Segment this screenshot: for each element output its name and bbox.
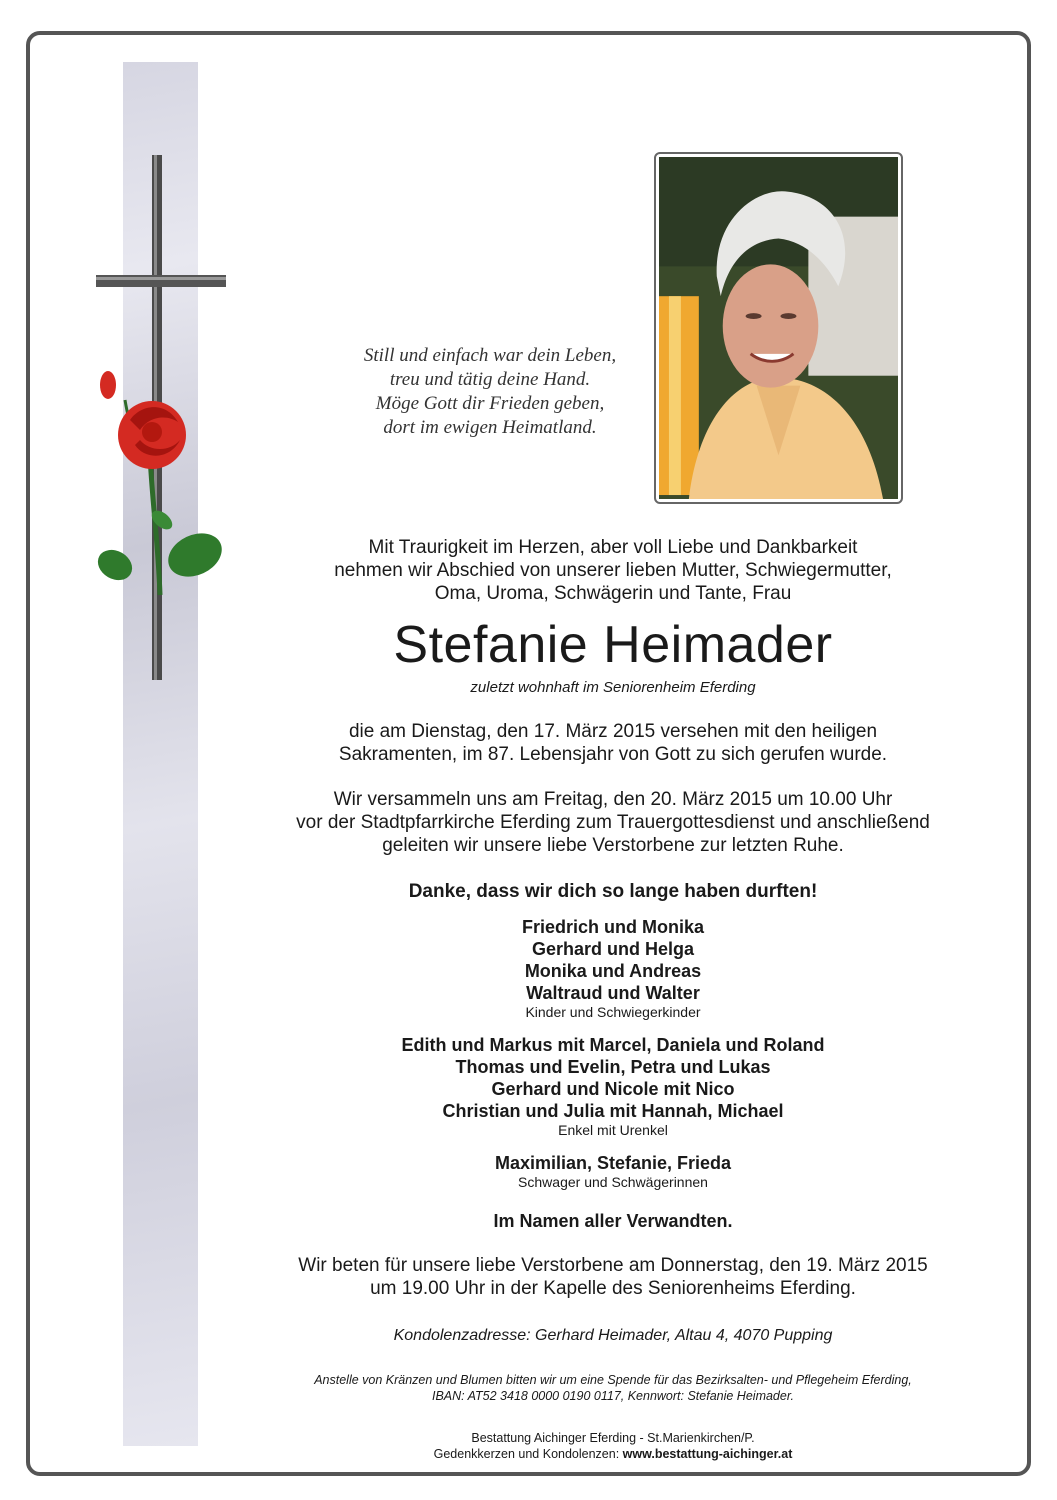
- poem-line: Möge Gott dir Frieden geben,: [375, 393, 605, 414]
- footer-web-line: [240, 1446, 986, 1462]
- siblings-in-law-group: [240, 1152, 986, 1191]
- portrait-photo: [654, 152, 903, 504]
- death-notice-line: Sakramenten, im 87. Lebensjahr von Gott zu sich gerufen wurde.: [338, 744, 888, 765]
- grandchildren-group: [240, 1034, 986, 1139]
- death-notice: [240, 720, 986, 766]
- deceased-name: [240, 615, 986, 675]
- relatives: [240, 1210, 986, 1232]
- donation-line: Anstelle von Kränzen und Blumen bitten wir um eine Spende für das Bezirksalten- und Pflegeheim Eferding,: [314, 1373, 912, 1387]
- condolence-address-text: Kondolenzadresse: Gerhard Heimader, Altau 4, 4070 Pupping: [393, 1327, 833, 1344]
- poem: [300, 344, 680, 440]
- website-link[interactable]: www.bestattung-aichinger.at: [622, 1447, 793, 1461]
- group-caption: Enkel mit Urenkel: [558, 1122, 668, 1138]
- funeral-home: Bestattung Aichinger Eferding - St.Marienkirchen/P.: [471, 1431, 755, 1445]
- mourner-name: Thomas und Evelin, Petra und Lukas: [455, 1057, 771, 1077]
- children-group: [240, 916, 986, 1021]
- mourner-name: Gerhard und Nicole mit Nico: [491, 1079, 735, 1099]
- mourner-name: Maximilian, Stefanie, Frieda: [494, 1153, 732, 1173]
- mourner-name: Christian und Julia mit Hannah, Michael: [442, 1101, 784, 1121]
- funeral-line: Wir versammeln uns am Freitag, den 20. März 2015 um 10.00 Uhr: [333, 789, 893, 810]
- mourner-name: Monika und Andreas: [524, 961, 702, 981]
- mourner-name: Friedrich und Monika: [521, 917, 704, 937]
- poem-line: treu und tätig deine Hand.: [389, 369, 591, 390]
- group-caption: Schwager und Schwägerinnen: [518, 1174, 708, 1190]
- prayer-info: [240, 1254, 986, 1300]
- death-notice-line: die am Dienstag, den 17. März 2015 versehen mit den heiligen: [348, 721, 878, 742]
- funeral-line: geleiten wir unsere liebe Verstorbene zur letzten Ruhe.: [382, 835, 844, 856]
- thanks: [240, 880, 986, 903]
- funeral-line: vor der Stadtpfarrkirche Eferding zum Trauergottesdienst und anschließend: [296, 812, 930, 833]
- thanks-text: Danke, dass wir dich so lange haben durften!: [408, 881, 818, 902]
- mourner-name: Waltraud und Walter: [526, 983, 700, 1003]
- residence: [240, 679, 986, 697]
- donation-note: [240, 1372, 986, 1404]
- prayer-line: Wir beten für unsere liebe Verstorbene am Donnerstag, den 19. März 2015: [298, 1255, 928, 1276]
- rose-icon: [80, 360, 230, 600]
- poem-line: Still und einfach war dein Leben,: [363, 345, 617, 366]
- footer-prefix: Gedenkkerzen und Kondolenzen:: [433, 1447, 623, 1461]
- prayer-line: um 19.00 Uhr in der Kapelle des Seniorenheims Eferding.: [370, 1278, 856, 1299]
- mourner-name: Edith und Markus mit Marcel, Daniela und Roland: [401, 1035, 825, 1055]
- intro-line: Mit Traurigkeit im Herzen, aber voll Liebe und Dankbarkeit: [368, 537, 858, 558]
- funeral-info: [240, 788, 986, 857]
- donation-line: IBAN: AT52 3418 0000 0190 0117, Kennwort: Stefanie Heimader.: [431, 1389, 795, 1403]
- group-caption: Kinder und Schwiegerkinder: [525, 1004, 701, 1020]
- mourner-name: Gerhard und Helga: [531, 939, 695, 959]
- relatives-text: Im Namen aller Verwandten.: [493, 1211, 733, 1231]
- deceased-name-text: Stefanie Heimader: [393, 616, 833, 674]
- condolence-address: [240, 1326, 986, 1346]
- residence-text: zuletzt wohnhaft im Seniorenheim Eferding: [470, 679, 756, 696]
- poem-line: dort im ewigen Heimatland.: [383, 417, 597, 438]
- intro-line: Oma, Uroma, Schwägerin und Tante, Frau: [434, 583, 792, 604]
- intro-block: [240, 536, 986, 605]
- intro-line: nehmen wir Abschied von unserer lieben Mutter, Schwiegermutter,: [334, 560, 892, 581]
- footer: [240, 1430, 986, 1462]
